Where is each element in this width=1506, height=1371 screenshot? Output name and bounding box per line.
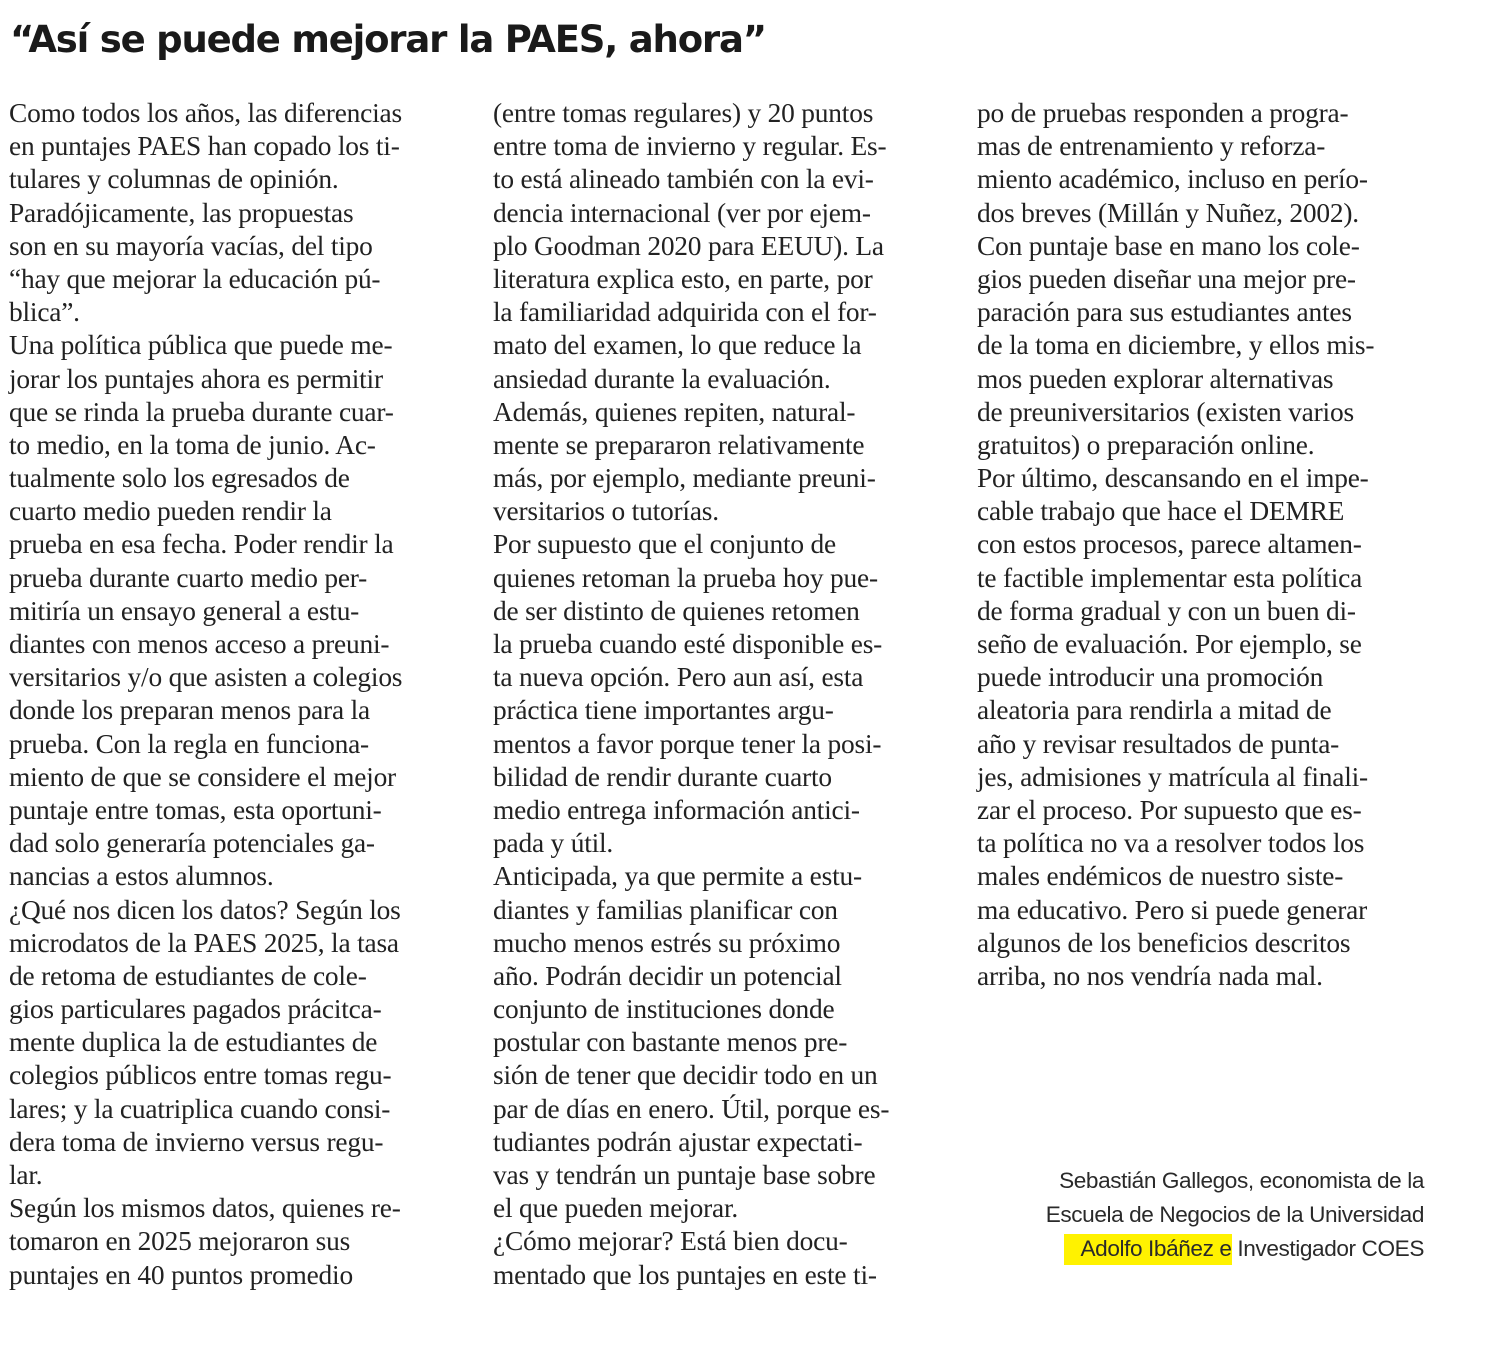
- article-text-line: cuarto medio pueden rendir la: [9, 496, 332, 527]
- article-text-line: to medio, en la toma de junio. Ac-: [9, 429, 376, 460]
- article-text-line: postular con bastante menos pre-: [493, 1027, 848, 1058]
- article-text-line: cable trabajo que hace el DEMRE: [977, 496, 1345, 527]
- article-text-line: Como todos los años, las diferencias: [9, 98, 402, 128]
- byline-affiliation: Investigador COES: [1231, 1236, 1424, 1261]
- article-text-line: po de pruebas responden a progra-: [977, 98, 1349, 128]
- article-text-line: seño de evaluación. Por ejemplo, se: [977, 629, 1362, 659]
- article-text-line: que se rinda la prueba durante cuar-: [9, 396, 394, 427]
- article-text-line: literatura explica esto, en parte, por: [493, 263, 873, 294]
- article-text-line: ¿Cómo mejorar? Está bien docu-: [493, 1226, 848, 1257]
- article-column-1: [9, 97, 459, 1292]
- article-text-line: tomaron en 2025 mejoraron sus: [9, 1226, 351, 1257]
- article-text-line: par de días en enero. Útil, porque es-: [493, 1093, 890, 1124]
- article-text-line: mitiría un ensayo general a estu-: [9, 595, 360, 626]
- article-text-line: mos pueden explorar alternativas: [977, 363, 1334, 394]
- byline-line-1: Sebastián Gallegos, economista de la: [1059, 1168, 1424, 1193]
- article-text-line: tualmente solo los egresados de: [9, 463, 350, 494]
- article-text-line: de preuniversitarios (existen varios: [977, 396, 1354, 427]
- article-text-line: más, por ejemplo, mediante preuni-: [493, 463, 876, 494]
- article-text-line: dera toma de invierno versus regu-: [9, 1126, 384, 1157]
- article-text-line: plo Goodman 2020 para EEUU). La: [493, 230, 884, 261]
- article-text-line: conjunto de instituciones donde: [493, 994, 835, 1025]
- article-text-line: dad solo generaría potenciales ga-: [9, 828, 375, 859]
- article-text-line: práctica tiene importantes argu-: [493, 695, 834, 726]
- article-text-line: colegios públicos entre tomas regu-: [9, 1060, 392, 1091]
- article-column-2: [493, 97, 943, 1292]
- article-text-line: microdatos de la PAES 2025, la tasa: [9, 927, 399, 958]
- article-text-line: nancias a estos alumnos.: [9, 861, 274, 892]
- article-text-line: Con puntaje base en mano los cole-: [977, 230, 1360, 261]
- article-text-line: la familiaridad adquirida con el for-: [493, 297, 877, 328]
- article-text-line: diantes con menos acceso a preuni-: [9, 629, 390, 659]
- article-text-line: en puntajes PAES han copado los ti-: [9, 131, 400, 162]
- article-text-line: con estos procesos, parece altamen-: [977, 529, 1362, 560]
- article-text-line: mentos a favor porque tener la posi-: [493, 728, 882, 759]
- article-text-line: puede introducir una promoción: [977, 662, 1324, 693]
- article-text-line: ta política no va a resolver todos los: [977, 828, 1365, 859]
- article-text-line: Una política pública que puede me-: [9, 330, 393, 361]
- article-text-line: gios particulares pagados prácitca-: [9, 994, 382, 1025]
- article-text-line: jorar los puntajes ahora es permitir: [9, 363, 383, 394]
- article-text-line: mentado que los puntajes en este ti-: [493, 1259, 877, 1290]
- article-text-line: tudiantes podrán ajustar expectati-: [493, 1126, 863, 1157]
- article-text-line: (entre tomas regulares) y 20 puntos: [493, 98, 874, 128]
- article-text-line: Según los mismos datos, quienes re-: [9, 1193, 401, 1224]
- article-text-line: mas de entrenamiento y reforza-: [977, 131, 1326, 162]
- article-text-line: gios pueden diseñar una mejor pre-: [977, 263, 1356, 294]
- article-text-line: lares; y la cuatriplica cuando consi-: [9, 1093, 391, 1124]
- article-text-line: “hay que mejorar la educación pú-: [9, 263, 381, 294]
- article-text-line: algunos de los beneficios descritos: [977, 927, 1351, 958]
- article-text-line: medio entrega información antici-: [493, 794, 860, 825]
- article-text-line: mente duplica la de estudiantes de: [9, 1027, 378, 1058]
- byline-line-3: [1046, 1232, 1424, 1266]
- article-text-line: sión de tener que decidir todo en un: [493, 1060, 878, 1091]
- article-text-line: donde los preparan menos para la: [9, 695, 370, 726]
- article-headline: “Así se puede mejorar la PAES, ahora”: [10, 18, 766, 61]
- article-text-line: Por supuesto que el conjunto de: [493, 529, 836, 560]
- article-text-line: Por último, descansando en el impe-: [977, 463, 1369, 494]
- article-text-line: año. Podrán decidir un potencial: [493, 960, 842, 991]
- article-text-line: diantes y familias planificar con: [493, 894, 838, 925]
- article-text-line: gratuitos) o preparación online.: [977, 429, 1315, 460]
- article-text-line: males endémicos de nuestro siste-: [977, 861, 1344, 892]
- article-text-line: miento de que se considere el mejor: [9, 761, 396, 792]
- article-text-line: de la toma en diciembre, y ellos mis-: [977, 330, 1375, 361]
- article-text-line: zar el proceso. Por supuesto que es-: [977, 794, 1362, 825]
- article-text-line: lar.: [9, 1160, 43, 1190]
- article-text-line: dencia internacional (ver por ejem-: [493, 197, 871, 228]
- article-text-line: el que pueden mejorar.: [493, 1193, 739, 1224]
- article-text-line: blica”.: [9, 297, 80, 328]
- article-text-line: de forma gradual y con un buen di-: [977, 595, 1356, 626]
- article-text-line: pada y útil.: [493, 828, 614, 859]
- article-text-line: la prueba cuando esté disponible es-: [493, 629, 883, 659]
- byline-line-2: Escuela de Negocios de la Universidad: [1045, 1202, 1424, 1227]
- article-text-line: ma educativo. Pero si puede generar: [977, 894, 1368, 925]
- article-text-line: ansiedad durante la evaluación.: [493, 363, 831, 394]
- article-text-line: mucho menos estrés su próximo: [493, 927, 841, 958]
- author-byline: [1046, 1164, 1424, 1266]
- article-text-line: quienes retoman la prueba hoy pue-: [493, 562, 878, 593]
- article-text-line: prueba. Con la regla en funciona-: [9, 728, 369, 759]
- article-text-line: puntajes en 40 puntos promedio: [9, 1259, 353, 1290]
- article-text-line: mente se prepararon relativamente: [493, 429, 865, 460]
- article-text-line: entre toma de invierno y regular. Es-: [493, 131, 887, 162]
- article-text-line: paración para sus estudiantes antes: [977, 297, 1352, 328]
- article-text-line: to está alineado también con la evi-: [493, 164, 874, 195]
- article-text-line: jes, admisiones y matrícula al finali-: [977, 761, 1368, 792]
- article-text-line: vas y tendrán un puntaje base sobre: [493, 1160, 876, 1190]
- article-text-line: puntaje entre tomas, esta oportuni-: [9, 794, 382, 825]
- article-text-line: miento académico, incluso en perío-: [977, 164, 1368, 195]
- article-text-line: ¿Qué nos dicen los datos? Según los: [9, 894, 401, 925]
- article-text-line: bilidad de rendir durante cuarto: [493, 761, 832, 792]
- article-text-line: son en su mayoría vacías, del tipo: [9, 230, 373, 261]
- article-text-line: de ser distinto de quienes retomen: [493, 595, 860, 626]
- article-text-line: Además, quienes repiten, natural-: [493, 396, 856, 427]
- article-text-line: dos breves (Millán y Nuñez, 2002).: [977, 197, 1359, 228]
- article-text-line: versitarios y/o que asisten a colegios: [9, 662, 403, 693]
- article-text-line: Anticipada, ya que permite a estu-: [493, 861, 862, 892]
- article-text-line: año y revisar resultados de punta-: [977, 728, 1340, 759]
- article-text-line: de retoma de estudiantes de cole-: [9, 960, 367, 991]
- article-text-line: prueba durante cuarto medio per-: [9, 562, 368, 593]
- article-text-line: aleatoria para rendirla a mitad de: [977, 695, 1332, 726]
- highlighted-university-name: Adolfo Ibáñez e: [1064, 1234, 1231, 1265]
- article-text-line: Paradójicamente, las propuestas: [9, 197, 354, 228]
- article-text-line: te factible implementar esta política: [977, 562, 1363, 593]
- article-text-line: versitarios o tutorías.: [493, 496, 719, 527]
- article-text-line: ta nueva opción. Pero aun así, esta: [493, 662, 864, 693]
- article-text-line: arriba, no nos vendría nada mal.: [977, 960, 1323, 991]
- article-text-line: prueba en esa fecha. Poder rendir la: [9, 529, 394, 560]
- article-column-3: [977, 97, 1427, 993]
- article-text-line: mato del examen, lo que reduce la: [493, 330, 862, 361]
- article-text-line: tulares y columnas de opinión.: [9, 164, 339, 195]
